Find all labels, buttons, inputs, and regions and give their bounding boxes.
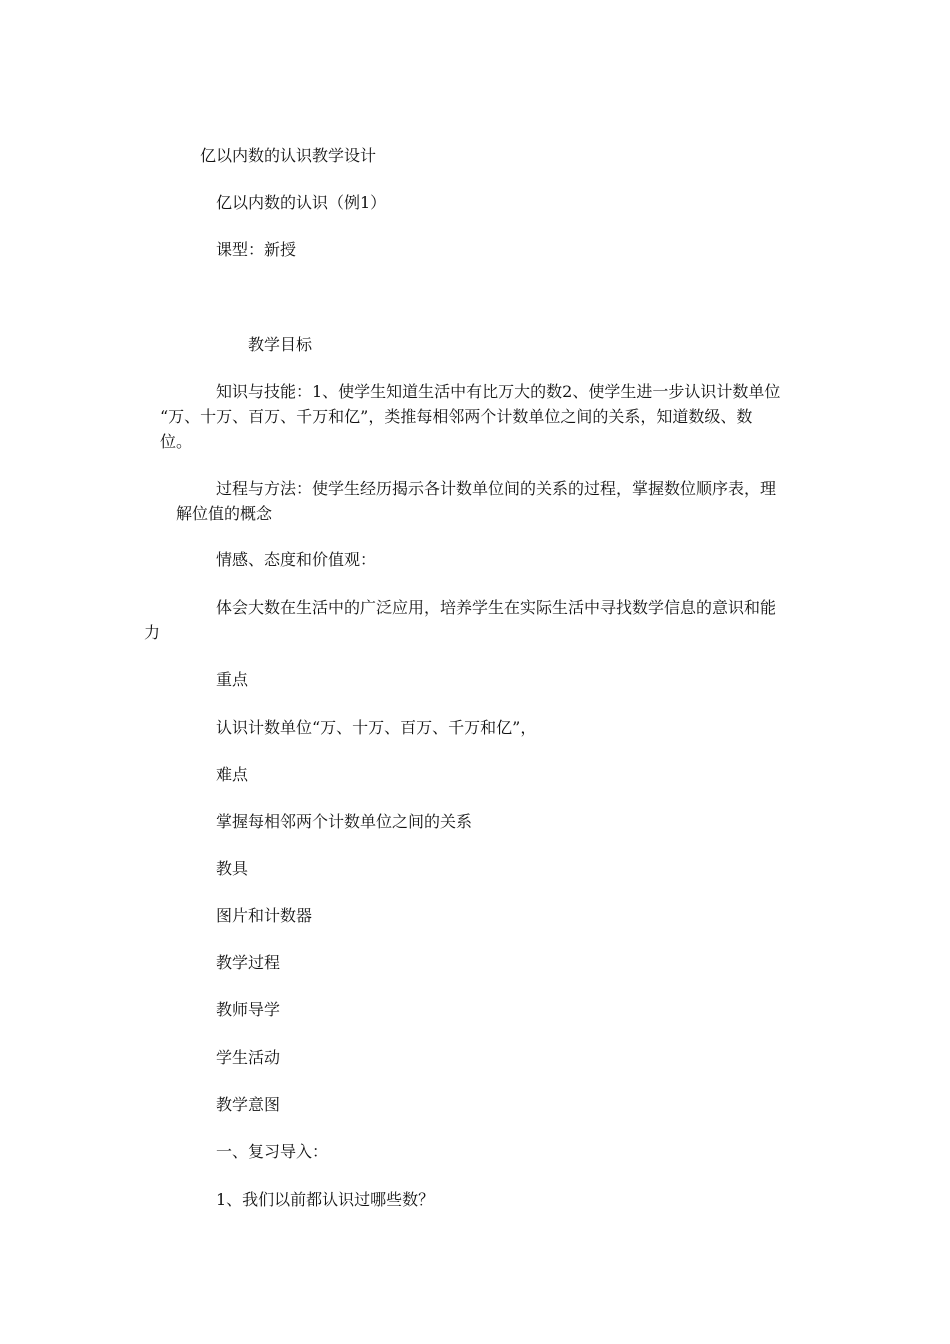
teaching-tools-text: 图片和计数器 bbox=[216, 906, 313, 925]
difficulty-heading: 难点 bbox=[216, 765, 249, 784]
key-point-text: 认识计数单位“万、十万、百万、千万和亿”， bbox=[216, 718, 537, 737]
teacher-guidance-label: 教师导学 bbox=[216, 1000, 281, 1019]
lesson-type: 课型：新授 bbox=[216, 240, 297, 259]
teaching-process-heading: 教学过程 bbox=[216, 953, 281, 972]
document-title: 亿以内数的认识教学设计 bbox=[200, 146, 377, 165]
objectives-heading: 教学目标 bbox=[248, 335, 313, 354]
section-one-review: 一、复习导入： bbox=[216, 1142, 329, 1161]
knowledge-skills-line-2: “万、十万、百万、千万和亿”，类推每相邻两个计数单位之间的关系，知道数级、数 bbox=[160, 407, 753, 426]
process-methods-line-1: 过程与方法：使学生经历揭示各计数单位间的关系的过程，掌握数位顺序表，理 bbox=[216, 479, 777, 498]
teaching-tools-heading: 教具 bbox=[216, 859, 249, 878]
lesson-subtitle: 亿以内数的认识（例1） bbox=[216, 193, 387, 212]
difficulty-text: 掌握每相邻两个计数单位之间的关系 bbox=[216, 812, 473, 831]
process-methods-line-2: 解位值的概念 bbox=[176, 504, 273, 523]
attitude-line-2: 力 bbox=[144, 623, 161, 642]
question-one: 1、我们以前都认识过哪些数？ bbox=[216, 1190, 435, 1209]
key-point-heading: 重点 bbox=[216, 670, 249, 689]
attitude-heading: 情感、态度和价值观： bbox=[216, 550, 377, 569]
teaching-intent-label: 教学意图 bbox=[216, 1095, 281, 1114]
knowledge-skills-line-3: 位。 bbox=[160, 432, 193, 451]
attitude-line-1: 体会大数在生活中的广泛应用，培养学生在实际生活中寻找数学信息的意识和能 bbox=[216, 598, 777, 617]
knowledge-skills-line-1: 知识与技能：1、使学生知道生活中有比万大的数2、使学生进一步认识计数单位 bbox=[216, 382, 781, 401]
student-activity-label: 学生活动 bbox=[216, 1048, 281, 1067]
